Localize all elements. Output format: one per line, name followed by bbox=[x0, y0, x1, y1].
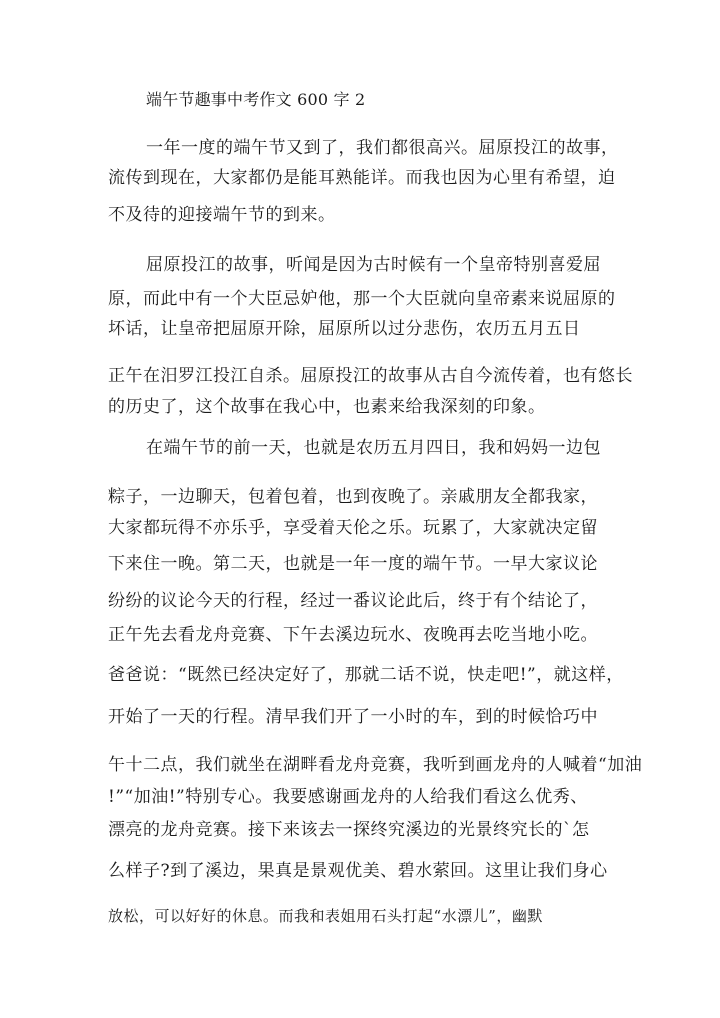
text-line: 开始了一天的行程。清早我们开了一小时的车，到的时候恰巧中 bbox=[108, 707, 598, 727]
text-line: 大家都玩得不亦乐乎，享受着天伦之乐。玩累了，大家就决定留 bbox=[108, 518, 598, 538]
text-line: 一年一度的端午节又到了，我们都很高兴。屈原投江的故事， bbox=[146, 138, 619, 158]
text-line: 的历史了，这个故事在我心中，也素来给我深刻的印象。 bbox=[108, 397, 546, 417]
text-line: 在端午节的前一天，也就是农历五月四日，我和妈妈一边包 bbox=[146, 438, 601, 458]
text-line: 流传到现在，大家都仍是能耳熟能详。而我也因为心里有希望，迫 bbox=[108, 168, 616, 188]
text-line: 不及待的迎接端午节的到来。 bbox=[108, 205, 336, 225]
text-line: 纷纷的议论今天的行程，经过一番议论此后，终于有个结论了， bbox=[108, 591, 598, 611]
document-title: 端午节趣事中考作文 600 字 2 bbox=[146, 90, 366, 109]
text-line: 下来住一晚。第二天，也就是一年一度的端午节。一早大家议论 bbox=[108, 554, 598, 574]
text-line: 爸爸说：“既然已经决定好了，那就二话不说，快走吧!”，就这样， bbox=[108, 665, 624, 685]
text-line: 粽子，一边聊天，包着包着，也到夜晚了。亲戚朋友全都我家， bbox=[108, 487, 598, 507]
text-line: 放松，可以好好的休息。而我和表姐用石头打起“水漂儿”，幽默 bbox=[108, 907, 543, 925]
text-line: 坏话，让皇帝把屈原开除，屈原所以过分悲伤，农历五月五日 bbox=[108, 319, 581, 339]
text-line: 正午在汨罗江投江自杀。屈原投江的故事从古自今流传着，也有悠长 bbox=[108, 366, 633, 386]
text-line: 么样子?到了溪边，果真是景观优美、碧水萦回。这里让我们身心 bbox=[108, 861, 608, 881]
text-line: 屈原投江的故事，听闻是因为古时候有一个皇帝特别喜爱屈 bbox=[146, 255, 601, 275]
text-line: 正午先去看龙舟竞赛、下午去溪边玩水、夜晚再去吃当地小吃。 bbox=[108, 625, 598, 645]
text-line: 午十二点，我们就坐在湖畔看龙舟竞赛，我听到画龙舟的人喊着“加油 bbox=[108, 755, 643, 775]
text-line: 漂亮的龙舟竞赛。接下来该去一探终究溪边的光景终究长的`怎 bbox=[108, 820, 590, 840]
text-line: 原，而此中有一个大臣忌妒他，那一个大臣就向皇帝素来说屈原的 bbox=[108, 289, 616, 309]
text-line: !”“加油!”特别专心。我要感谢画龙舟的人给我们看这么优秀、 bbox=[108, 787, 588, 807]
